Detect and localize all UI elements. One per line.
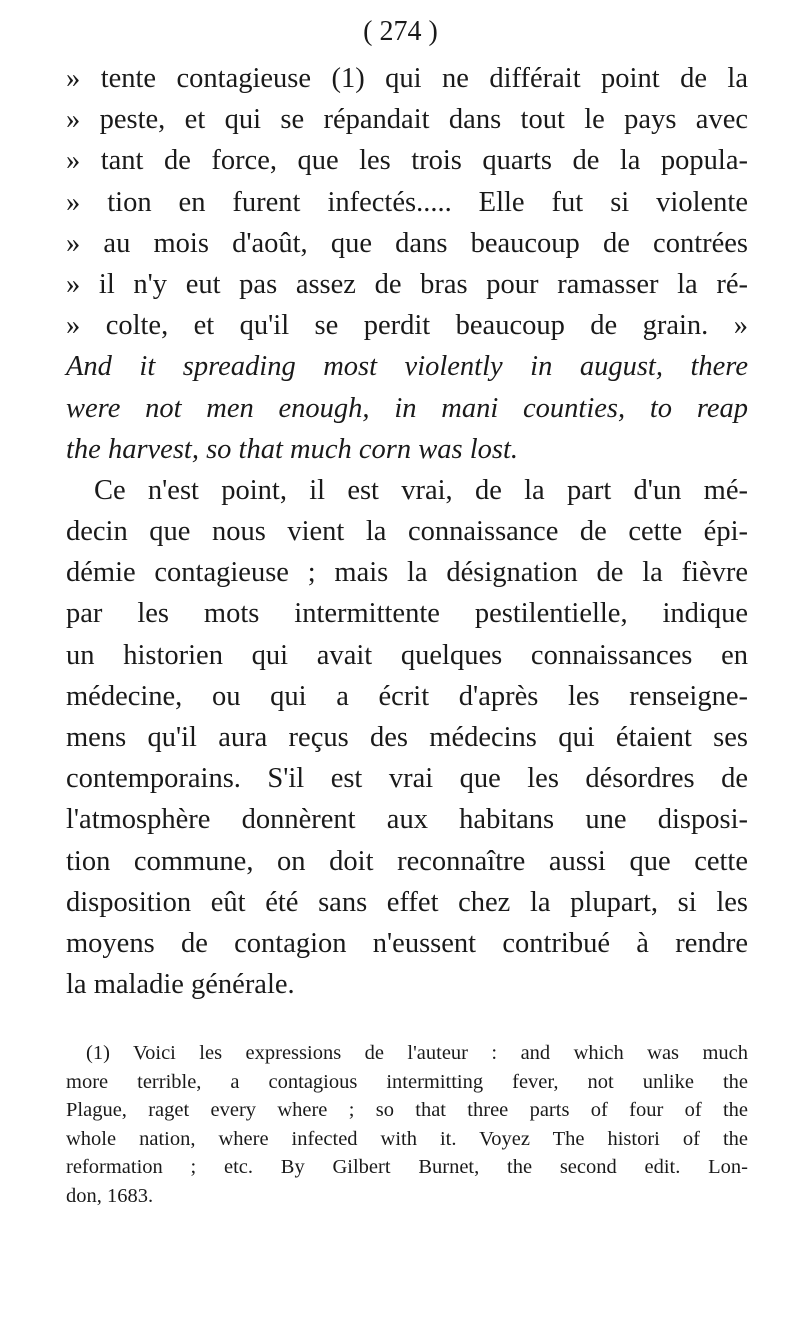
text-line-23: la maladie générale. [66,969,295,1001]
text-line-7: » colte, et qu'il se perdit beaucoup de grain. » [66,310,748,342]
main-text [66,58,748,1005]
text-line-17: mens qu'il aura reçus des médecins qui étaient ses [66,722,748,753]
footnote-line-5: reformation ; etc. By Gilbert Burnet, the second edit. Lon- [66,1156,748,1178]
text-line-3: » tant de force, que les trois quarts de la popula- [66,145,748,177]
english-quote-line-2: were not men enough, in mani counties, to reap [66,392,748,424]
text-line-21: disposition eût été sans effet chez la plupart, si les [66,886,748,918]
footnote-line-3: Plague, raget every where ; so that three parts of four of the [66,1099,748,1121]
text-line-1: » tente contagieuse (1) qui ne différait point de la [66,63,748,94]
english-quote-line-3: the harvest, so that much corn was lost. [66,433,519,465]
text-line-12: decin que nous vient la connaissance de cette épi- [66,516,748,548]
text-line-5: » au mois d'août, que dans beaucoup de contrées [66,227,748,259]
text-line-11: Ce n'est point, il est vrai, de la part d'un mé- [94,474,748,506]
footnote-line-4: whole nation, where infected with it. Voyez The histori of the [66,1127,748,1150]
text-line-20: tion commune, on doit reconnaître aussi que cette [66,845,748,877]
text-line-4: » tion en furent infectés..... Elle fut si violente [66,186,748,218]
footnote-line-6: don, 1683. [66,1184,154,1207]
text-line-19: l'atmosphère donnèrent aux habitans une disposi- [66,804,748,836]
footnote [66,1039,748,1210]
footnote-line-2: more terrible, a contagious intermitting fever, not unlike the [66,1070,748,1093]
text-line-15: un historien qui avait quelques connaissances en [66,639,748,671]
english-quote-line-1: And it spreading most violently in august, there [66,351,748,383]
text-line-13: démie contagieuse ; mais la désignation de la fièvre [66,557,748,589]
text-line-6: » il n'y eut pas assez de bras pour ramasser la ré- [66,268,748,300]
footnote-line-1: (1) Voici les expressions de l'auteur : and which was much [86,1042,748,1064]
text-line-2: » peste, et qui se répandait dans tout le pays avec [66,104,748,136]
text-line-14: par les mots intermittente pestilentielle, indique [66,598,748,630]
text-line-22: moyens de contagion n'eussent contribué à rendre [66,927,748,959]
page-number: ( 274 ) [363,16,438,47]
text-line-16: médecine, ou qui a écrit d'après les renseigne- [66,680,748,712]
text-line-18: contemporains. S'il est vrai que les désordres de [66,763,748,795]
